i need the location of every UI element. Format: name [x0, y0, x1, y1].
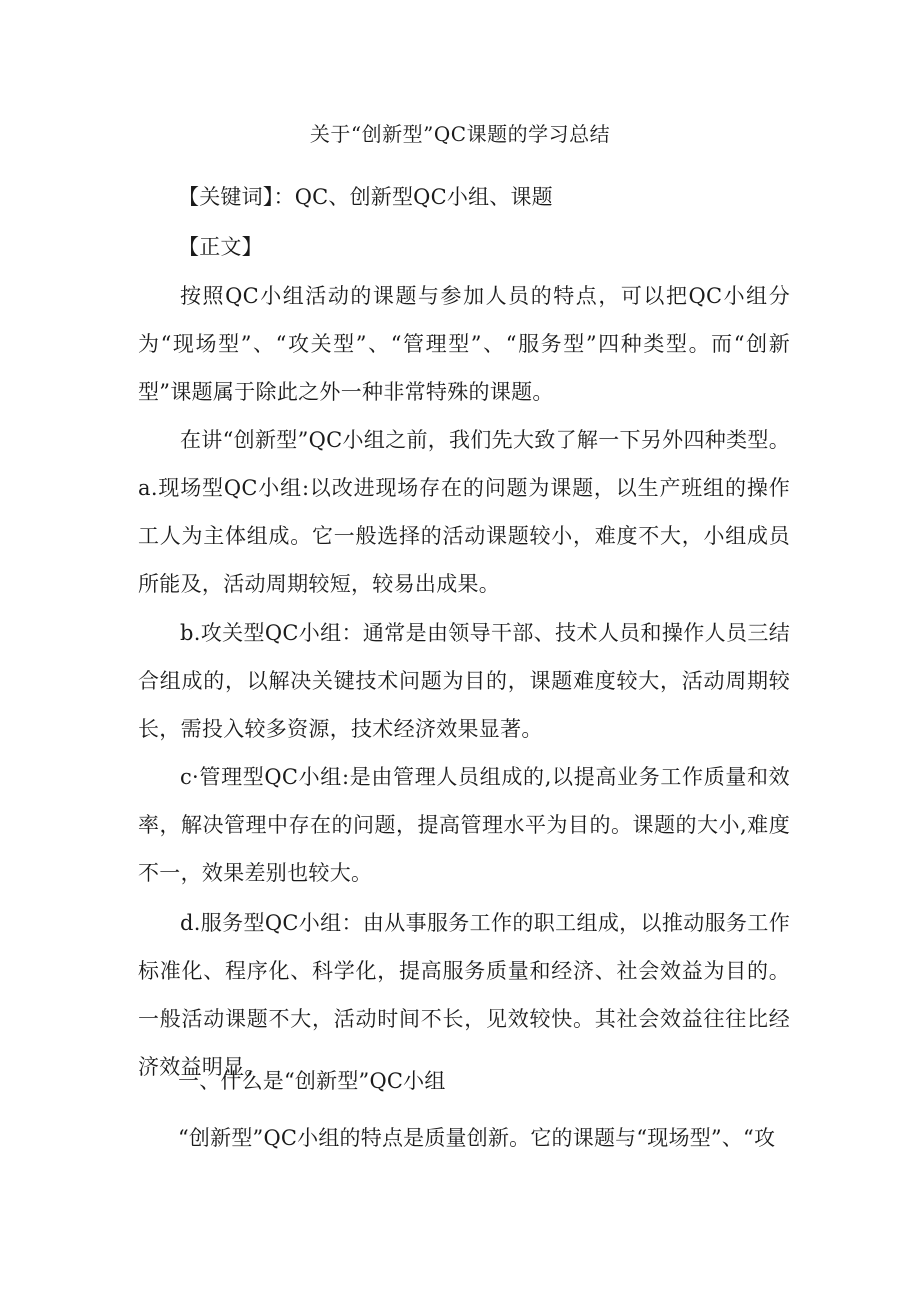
paragraph-management-type: c·管理型QC小组:是由管理人员组成的,以提高业务工作质量和效率，解决管理中存在的问题，提高管理水平为目的。课题的大小,难度不一，效果差别也较大。	[138, 765, 790, 885]
paragraph-service-type: d.服务型QC小组：由从事服务工作的职工组成，以推动服务工作标准化、程序化、科学化，提高服务质量和经济、社会效益为目的。一般活动课题不大，活动时间不长，见效较快。其社会效益往往比经济效益明显。	[138, 911, 790, 1079]
document-title: 关于“创新型”QC课题的学习总结	[309, 122, 611, 146]
paragraph-qc-types: 按照QC小组活动的课题与参加人员的特点，可以把QC小组分为“现场型”、“攻关型”、“管理型”、“服务型”四种类型。而“创新型”课题属于除此之外一种非常特殊的课题。	[138, 284, 790, 404]
paragraph-tackling-type: b.攻关型QC小组：通常是由领导干部、技术人员和操作人员三结合组成的，以解决关键技术问题为目的，课题难度较大，活动周期较长，需投入较多资源，技术经济效果显著。	[138, 621, 790, 741]
last-paragraph-line: “创新型”QC小组的特点是质量创新。它的课题与“现场型”、“攻	[178, 1126, 776, 1150]
paragraph-on-site-type: 在讲“创新型”QC小组之前，我们先大致了解一下另外四种类型。a.现场型QC小组:以改进现场存在的问题为课题，以生产班组的操作工人为主体组成。它一般选择的活动课题较小，难度不大，小组成员所能及，活动周期较短，较易出成果。	[138, 428, 790, 596]
section-heading: 一、什么是“创新型”QC小组	[178, 1069, 446, 1093]
body-marker: 【正文】	[178, 235, 263, 259]
keywords-line: 【关键词】：QC、创新型QC小组、课题	[178, 185, 553, 209]
